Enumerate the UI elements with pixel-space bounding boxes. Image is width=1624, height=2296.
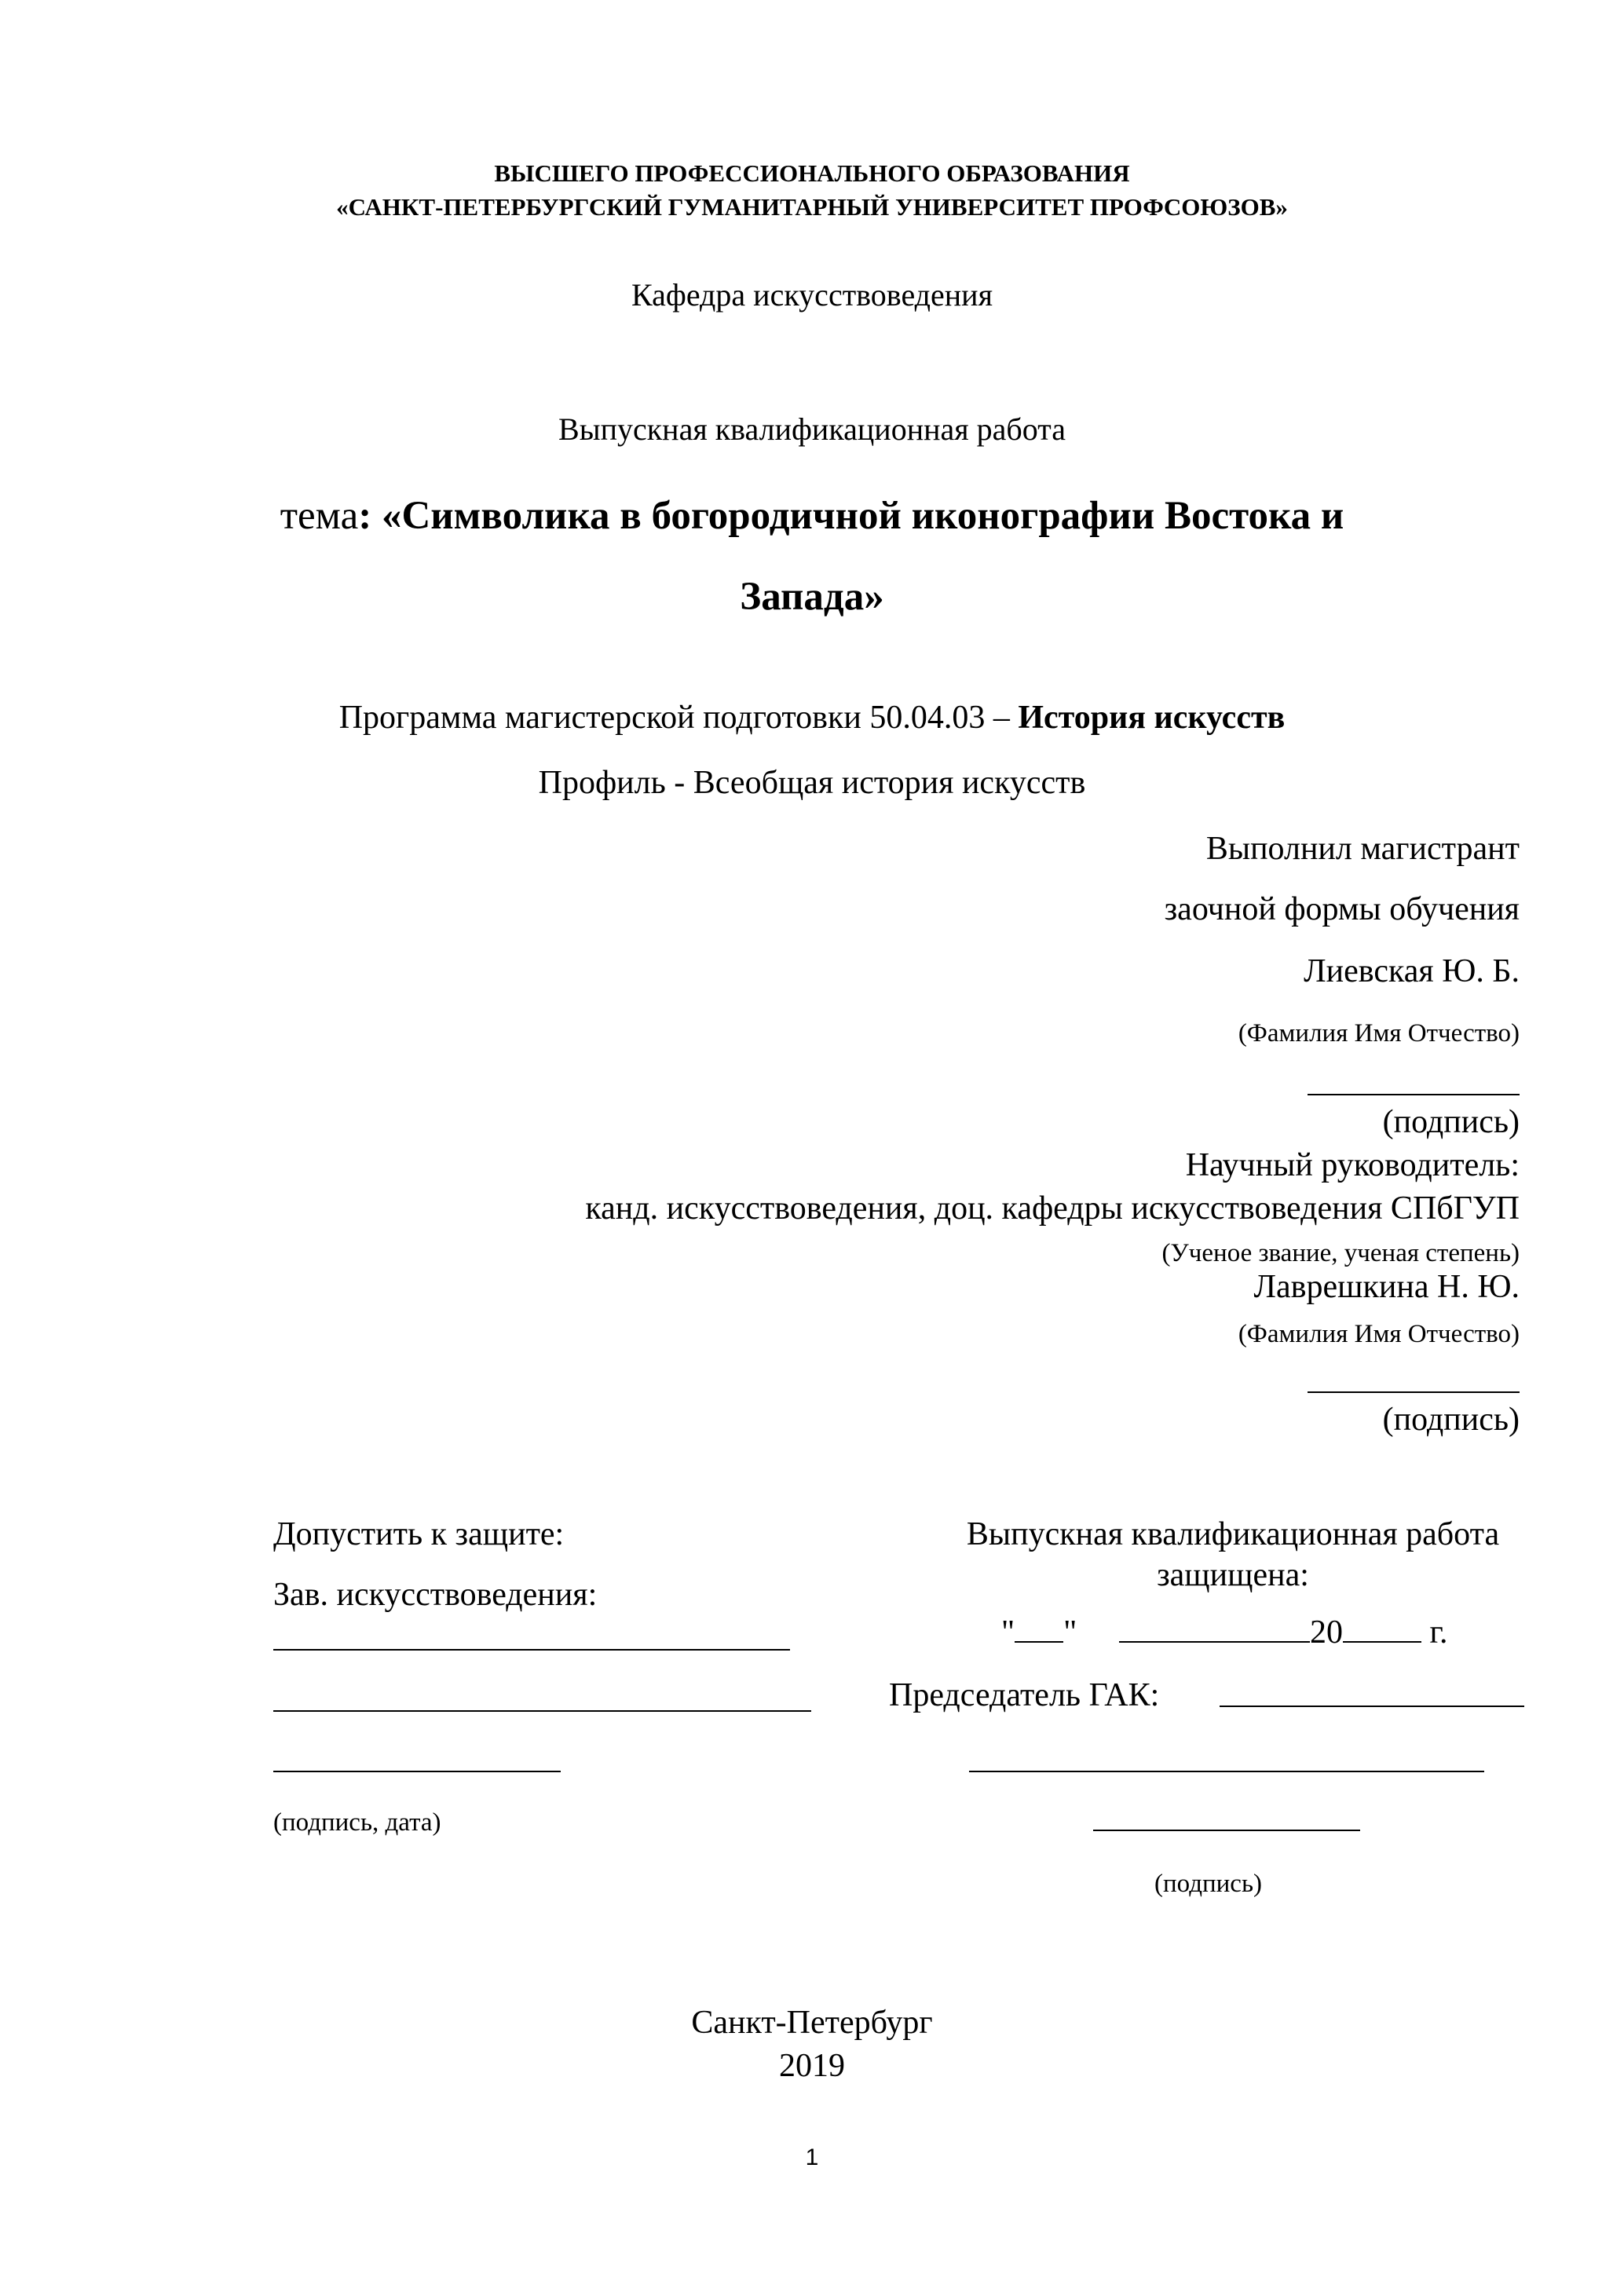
defense-line-1: Выпускная квалификационная работа — [966, 1516, 1500, 1552]
supervisor-name: Лаврешкина Н. Ю. — [1253, 1269, 1520, 1305]
supervisor-role: Научный руководитель: — [1185, 1147, 1520, 1183]
city: Санкт-Петербург — [691, 2005, 933, 2041]
date-day-blank — [1015, 1621, 1063, 1643]
topic-prefix: тема — [280, 494, 359, 538]
approval-line-2 — [273, 1710, 811, 1712]
page-number: 1 — [805, 2144, 819, 2170]
program-code: Программа магистерской подготовки 50.04.03 – — [338, 700, 1019, 736]
program-name: История искусств — [1018, 700, 1286, 736]
supervisor-name-hint: (Фамилия Имя Отчество) — [1238, 1320, 1520, 1348]
supervisor-title: канд. искусствоведения, доц. кафедры искусствоведения СПбГУП — [585, 1190, 1520, 1227]
defense-line-2: защищена: — [1157, 1557, 1309, 1593]
supervisor-signature-hint: (подпись) — [1382, 1402, 1520, 1438]
chair-line — [1220, 1706, 1524, 1707]
topic-title-part-1: : «Символика в богородичной иконографии Востока и — [358, 494, 1344, 538]
author-signature-hint: (подпись) — [1382, 1104, 1520, 1140]
author-signature-line — [1308, 1094, 1520, 1095]
work-type: Выпускная квалификационная работа — [558, 411, 1066, 447]
head-label: Зав. искусствоведения: — [273, 1577, 598, 1613]
year: 2019 — [779, 2048, 845, 2084]
chair-signature-line — [1093, 1830, 1360, 1831]
admit-label: Допустить к защите: — [273, 1516, 565, 1552]
author-name-hint: (Фамилия Имя Отчество) — [1238, 1019, 1520, 1047]
author-role-1: Выполнил магистрант — [1205, 831, 1520, 867]
profile-line: Профиль - Всеобщая история искусств — [538, 765, 1086, 801]
author-name: Лиевская Ю. Б. — [1304, 953, 1520, 989]
author-role-2: заочной формы обучения — [1164, 891, 1520, 927]
chair-name-line — [969, 1771, 1484, 1772]
defense-date-day: " " — [1001, 1614, 1077, 1651]
institution-line-1: ВЫСШЕГО ПРОФЕССИОНАЛЬНОГО ОБРАЗОВАНИЯ — [494, 159, 1130, 187]
defense-date-month-year: 20 г. — [1119, 1616, 1448, 1649]
topic-line-1 — [0, 496, 1624, 536]
topic-line-2: Запада» — [740, 575, 884, 619]
chair-signature-hint: (подпись) — [1154, 1870, 1262, 1898]
date-month-blank — [1119, 1621, 1310, 1643]
department: Кафедра искусствоведения — [631, 277, 993, 313]
chair-label: Председатель ГАК: — [889, 1677, 1160, 1713]
approval-line-3 — [273, 1771, 561, 1772]
program-line — [0, 701, 1624, 734]
supervisor-title-hint: (Ученое звание, ученая степень) — [1161, 1239, 1520, 1267]
supervisor-signature-line — [1308, 1391, 1520, 1393]
institution-name: «САНКТ-ПЕТЕРБУРГСКИЙ ГУМАНИТАРНЫЙ УНИВЕРСИТЕТ ПРОФСОЮЗОВ» — [336, 193, 1288, 221]
approval-signature-hint: (подпись, дата) — [273, 1808, 441, 1837]
date-year-blank — [1343, 1621, 1421, 1643]
approval-line-1 — [273, 1649, 790, 1651]
